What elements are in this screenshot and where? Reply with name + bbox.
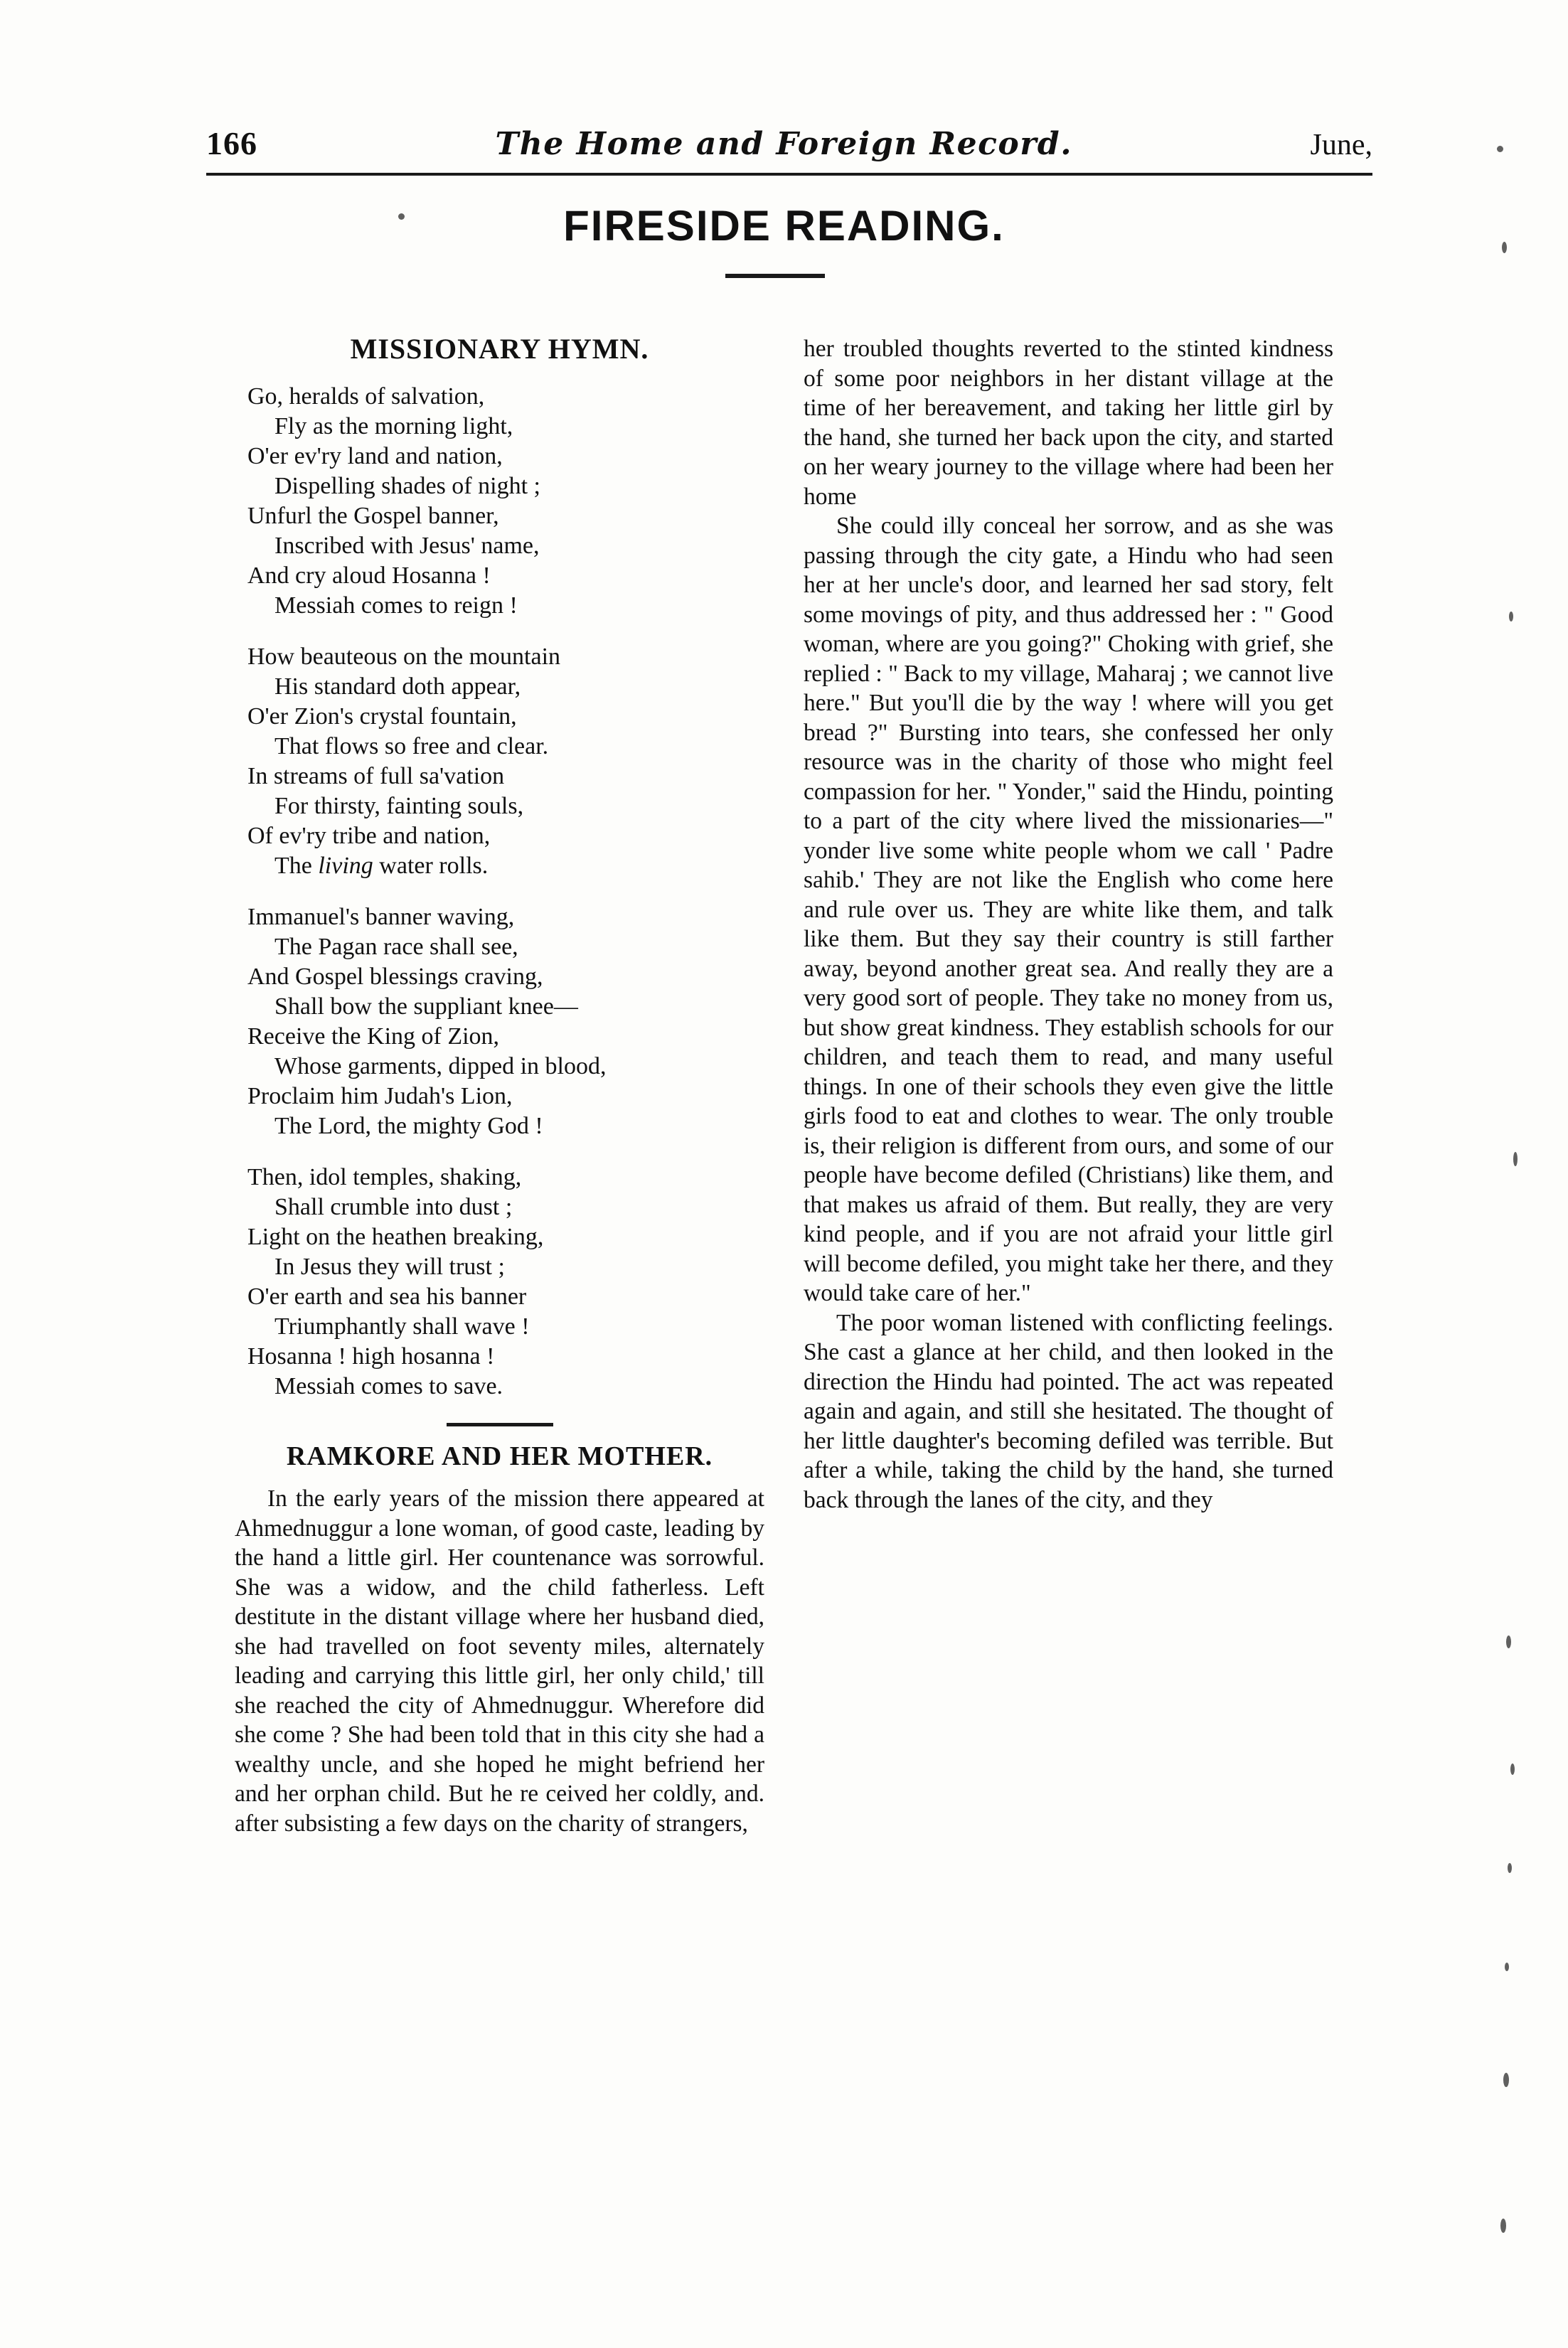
hymn-line: That flows so free and clear. xyxy=(274,733,549,759)
scan-artifact xyxy=(398,213,405,220)
scan-artifact xyxy=(1513,1152,1518,1166)
hymn-line: How beauteous on the mountain xyxy=(247,644,561,670)
hymn-line: Shall bow the suppliant knee— xyxy=(274,993,578,1020)
hymn-line: Hosanna ! high hosanna ! xyxy=(247,1343,495,1370)
scan-artifact xyxy=(1502,242,1507,253)
scan-artifact xyxy=(1508,1863,1512,1873)
heading-ornament-rule xyxy=(725,274,825,278)
hymn-line: Shall crumble into dust ; xyxy=(274,1194,513,1220)
scan-artifact xyxy=(1509,612,1513,621)
hymn-line: Inscribed with Jesus' name, xyxy=(274,533,540,559)
hymn-line: O'er earth and sea his banner xyxy=(247,1284,527,1310)
hymn-line: The Lord, the mighty God ! xyxy=(274,1113,543,1139)
hymn-line: His standard doth appear, xyxy=(274,673,521,700)
scan-artifact xyxy=(1497,146,1503,152)
hymn-line: Unfurl the Gospel banner, xyxy=(247,503,499,529)
article-paragraph: She could illy conceal her sorrow, and as she was passing through the city gate, a Hindu who had seen her at her uncle's door, and learned her sad story, felt some movings of pity, and thus addressed her : " Good woman, where are you going?" Choking with grief, she replied : " Back to my village, Maharaj ; we cannot live here." But you'll die by the way ! where will you get bread ?" Bursting into tears, she confessed her only resource was in the charity of those who might feel compassion for her. " Yonder," said the Hindu, pointing to a part of the city where lived the missionaries—" yonder live some white people whom we call ' Padre sahib.' They are not like the English who come here and rule over us. They are white like them, and talk like them. But they say their country is still farther away, beyond another great sea. And really they are a very good sort of people. They take no money from us, but show great kindness. They establish schools for our children, and teach them to read, and many useful things. In one of their schools they even give the little girls food to eat and clothes to wear. The only trouble is, their religion is different from ours, and some of our people have become defiled (Christians) like them, and that makes us afraid of them. But really, they are very kind people, and if you are not afraid your little girl will become defiled, you might take her there, and they would take care of her." xyxy=(804,513,1333,1306)
hymn-stanza xyxy=(235,902,764,1141)
article-divider-rule xyxy=(447,1423,553,1426)
article-paragraph: In the early years of the mission there appeared at Ahmednuggur a lone woman, of good caste, leading by the hand a little girl. Her countenance was sorrowful. She was a widow, and the child fatherless. Left destitute in the distant village where her husband died, she had travelled on foot seventy miles, alternately leading and carrying this little girl, her only child,' till she reached the city of Ahmednuggur. Wherefore did she come ? She had been told that in this city she had a wealthy uncle, and she hoped he might befriend her and her orphan child. But he re ceived her coldly, and. after subsisting a few days on the charity of strangers, xyxy=(235,1485,764,1837)
hymn-stanza xyxy=(235,642,764,881)
hymn-line: Whose garments, dipped in blood, xyxy=(274,1053,607,1079)
page-number: 166 xyxy=(206,125,257,161)
scan-artifact xyxy=(1500,2219,1506,2233)
hymn-stanza xyxy=(235,1163,764,1402)
hymn-line-italic: The living water rolls. xyxy=(274,853,489,879)
hymn-line: O'er Zion's crystal fountain, xyxy=(247,703,517,730)
hymn-line: Dispelling shades of night ; xyxy=(274,473,540,499)
hymn-line: Immanuel's banner waving, xyxy=(247,904,515,930)
hymn-line: The Pagan race shall see, xyxy=(274,934,518,960)
hymn-line: Fly as the morning light, xyxy=(274,413,513,439)
hymn-line: In Jesus they will trust ; xyxy=(274,1254,505,1280)
issue-month: June, xyxy=(1310,129,1372,161)
hymn-line: Triumphantly shall wave ! xyxy=(274,1313,530,1340)
right-column xyxy=(804,334,1333,1515)
hymn-line: Light on the heathen breaking, xyxy=(247,1224,544,1250)
hymn-line: Of ev'ry tribe and nation, xyxy=(247,823,491,849)
hymn-title: MISSIONARY HYMN. xyxy=(350,333,649,365)
scan-artifact xyxy=(1503,2073,1509,2087)
publication-title: The Home and Foreign Record. xyxy=(495,126,1073,162)
hymn-line: Go, heralds of salvation, xyxy=(247,383,485,410)
scan-artifact xyxy=(1510,1763,1515,1775)
hymn-line: Receive the King of Zion, xyxy=(247,1023,500,1050)
running-head xyxy=(206,124,1372,162)
article-paragraph: The poor woman listened with conflicting feelings. She cast a glance at her child, and then looked in the direction the Hindu had pointed. The act was repeated again and again, and still she hesitated. The thought of her little daughter's becoming defiled was terrible. But after a while, taking the child by the hand, she turned back through the lanes of the city, and they xyxy=(804,1309,1333,1513)
hymn-line: Messiah comes to reign ! xyxy=(274,592,518,619)
hymn-line: Messiah comes to save. xyxy=(274,1373,503,1399)
hymn-line: O'er ev'ry land and nation, xyxy=(247,443,503,469)
hymn-line: Proclaim him Judah's Lion, xyxy=(247,1083,513,1109)
article-paragraph-continued: her troubled thoughts reverted to the stinted kindness of some poor neighbors in her distant village at the time of her bereavement, and taking her little girl by the hand, she turned her back upon the city, and started on her weary journey to the village where had been her home xyxy=(804,336,1333,510)
hymn-line: Then, idol temples, shaking, xyxy=(247,1164,522,1190)
hymn-line: In streams of full sa'vation xyxy=(247,763,505,789)
left-column xyxy=(235,334,764,1838)
hymn-stanza xyxy=(235,382,764,621)
section-heading: FIRESIDE READING. xyxy=(563,202,1005,250)
hymn-line: For thirsty, fainting souls, xyxy=(274,793,524,819)
header-rule xyxy=(206,173,1372,176)
hymn-line: And Gospel blessings craving, xyxy=(247,964,543,990)
hymn-line: And cry aloud Hosanna ! xyxy=(247,562,491,589)
article-title: RAMKORE AND HER MOTHER. xyxy=(286,1441,713,1471)
scan-artifact xyxy=(1506,1635,1511,1648)
scan-artifact xyxy=(1505,1963,1509,1971)
